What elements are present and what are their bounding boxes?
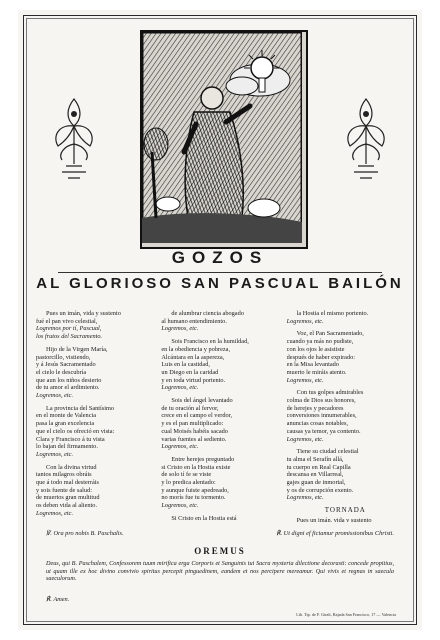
verse-line: cual Moisés habéis sacado — [161, 427, 228, 435]
stanza — [287, 448, 404, 502]
verse-line: Logremos, etc. — [286, 317, 324, 325]
oremus-heading: OREMUS — [194, 546, 246, 556]
verse-line: no morís fue tu tormento. — [161, 494, 226, 502]
stanza — [36, 464, 153, 518]
verse-line: de tu amor el ardimiento. — [36, 384, 100, 392]
verse-line: Luis en la castidad, — [161, 361, 210, 369]
verse-line: gajes guan de inmortal, — [286, 479, 346, 487]
verse-line: de alumbrar ciencia abogado — [171, 310, 244, 317]
gozos-sheet — [18, 10, 422, 630]
title-divider — [58, 272, 382, 273]
verse-line: que aun los niños desierto — [36, 376, 102, 384]
verse-line: que el cielo os ofreció en vista: — [36, 427, 115, 435]
amen-response: ℟. Amen. — [46, 596, 70, 603]
verses-columns — [36, 310, 404, 522]
verse-line: varias fuentes al sediento. — [161, 435, 227, 443]
stanza — [161, 338, 278, 392]
stanza — [161, 456, 278, 510]
verse-line: y en toda virtud portento. — [161, 376, 226, 384]
printer-imprint: Lib. Tip. de F. Giralt, Bajada San Francisco, 17 — Valencia — [296, 612, 396, 617]
stanza — [287, 310, 404, 325]
verse-line: y es el pan multiplicado: — [161, 420, 224, 428]
verse-line: La provincia del Santísimo — [46, 404, 115, 412]
verse-line: y á Jesús Sacramentado — [36, 361, 96, 369]
stanza — [36, 310, 153, 341]
verse-line: tu cuerpo en Real Capilla — [286, 463, 351, 471]
stanza — [36, 346, 153, 400]
verse-line: que á todo mal desterráis — [36, 479, 99, 487]
verse-line: Logremos, etc. — [161, 325, 199, 333]
left-floral-ornament-icon — [44, 94, 104, 184]
response: ℟. Ut digni ef ficiamur promissionibus Christi. — [276, 530, 394, 537]
verse-line: Entre herejes preguntado — [171, 455, 235, 463]
verse-line: los frutos del Sacramento. — [36, 333, 103, 341]
verse-column-1 — [36, 310, 153, 522]
verse-line: Logremos, etc. — [36, 509, 74, 517]
verse-line: Logremos, etc. — [161, 502, 199, 510]
verse-line: después de haber expirado: — [286, 353, 356, 361]
verse-line: Alcántara en la aspereza, — [161, 353, 225, 361]
oremus-prayer: Deus, qui B. Paschalem, Confessorem tuum mirifica erga Corporis et Sanguinis tui Sacra mysteria dilectione decorasti: concede propitius, ut quam ille ex hoc divino convivio spiritus percepit pinguedinem, eandem et nos percipere mereamur. Qui vivis et regnas in saecula saeculorum. — [46, 560, 394, 583]
verse-line: en la Misa levantado — [286, 361, 339, 369]
verse-line: Sois Francisco en la humildad, — [171, 338, 249, 346]
verse-line: en la obediencia y pobreza, — [161, 345, 231, 353]
verse-line: Tiene su ciudad celestial — [296, 448, 359, 456]
verse-line: de solo tí fe se viste — [161, 471, 212, 479]
verse-line: Hijo de la Virgen María, — [46, 345, 108, 353]
verse-line: un Diego en la caridad — [161, 368, 219, 376]
verse-column-3 — [287, 310, 404, 522]
verse-line: cuando ya más no pudiste, — [286, 338, 354, 346]
versicle: ℣. Ora pro nobis B. Paschalis. — [46, 530, 124, 537]
tornada-heading: TORNADA — [324, 506, 366, 515]
verse-line: tu alma el Serafín allá, — [286, 455, 344, 463]
saint-pascual-figure-icon — [142, 32, 302, 243]
verse-line: crece en el campo el verdor, — [161, 412, 233, 420]
title-gozos: GOZOS — [171, 248, 269, 267]
verse-line: de muertos gran multitud — [36, 494, 100, 502]
verse-line: Logremos, etc. — [36, 450, 74, 458]
versicle-response — [46, 530, 394, 540]
stanza — [287, 389, 404, 443]
verse-line: anuncias cosas notables, — [286, 420, 349, 428]
saint-woodcut-illustration — [140, 30, 308, 249]
verse-column-2 — [161, 310, 278, 522]
verse-line: causas ya temor, ya contento. — [286, 427, 361, 435]
verse-line: lo bajan del firmamento. — [36, 443, 98, 451]
verse-line: Logremos, etc. — [286, 494, 324, 502]
verse-line: Voz, el Pan Sacramentado, — [296, 330, 364, 338]
verse-line: y aunque fuiste apedreado, — [161, 486, 229, 494]
verse-line: el cielo le descubría — [36, 368, 87, 376]
verse-line: en el monte de Valencia — [36, 412, 97, 420]
verse-line: Logremos, etc. — [286, 376, 324, 384]
verse-line: y sois fuente de salud: — [36, 486, 92, 494]
verse-line: Sois del ángel levantado — [171, 397, 233, 405]
stanza — [287, 517, 404, 522]
stanza — [161, 515, 278, 522]
verse-line: y os de corrupción exento. — [286, 486, 354, 494]
verse-line: muerto le miráis atento. — [286, 368, 347, 376]
verse-line: descansa en Villarreal, — [286, 471, 344, 479]
right-floral-ornament-icon — [336, 94, 396, 184]
verse-line: os deben vida al aliento. — [36, 502, 98, 510]
verse-line: y lo predica alentado: — [161, 479, 216, 487]
verse-line: Con tus golpes admirables — [296, 389, 364, 397]
stanza — [161, 310, 278, 333]
verse-line: conversiones innumerables, — [286, 412, 357, 420]
verse-line: con los ojos le asististe — [286, 345, 345, 353]
verse-line: de herejes y pecadores — [286, 404, 344, 412]
verse-line: Pues un imán, vida y sustento — [46, 310, 121, 317]
stanza — [36, 405, 153, 459]
verse-line: Logremos, etc. — [161, 384, 199, 392]
stanza — [287, 330, 404, 384]
verse-line: colma de Dios sus honores, — [286, 397, 356, 405]
verse-line: pasa la gran excelencia — [36, 420, 95, 428]
verse-line: la Hostia el mismo portento. — [296, 310, 369, 317]
title-saint-name: AL GLORIOSO SAN PASCUAL BAILÓN — [36, 275, 404, 292]
verse-line: al humano entendimiento. — [161, 317, 227, 325]
verse-line: Logremos por tí, Pascual, — [36, 325, 102, 333]
verse-line: Logremos, etc. — [161, 443, 199, 451]
verse-line: Logremos, etc. — [286, 435, 324, 443]
verse-line: Si Cristo en la Hostia está — [171, 514, 237, 522]
verse-line: pastorcillo, vistiendo, — [36, 353, 91, 361]
stanza — [161, 397, 278, 451]
verse-line: si Cristo en la Hostia existe — [161, 463, 231, 471]
verse-line: Con la divina virtud — [46, 463, 97, 471]
verse-line: Clara y Francisco á tu vista — [36, 435, 105, 443]
verse-line: Logremos, etc. — [36, 392, 74, 400]
verse-line: tantos milagros obráis — [36, 471, 92, 479]
verse-line: Pues un imán, vida y sustento — [296, 516, 372, 522]
verse-line: de tu oración al fervor, — [161, 404, 219, 412]
verse-line: fué el pan vivo celestial, — [36, 317, 98, 325]
